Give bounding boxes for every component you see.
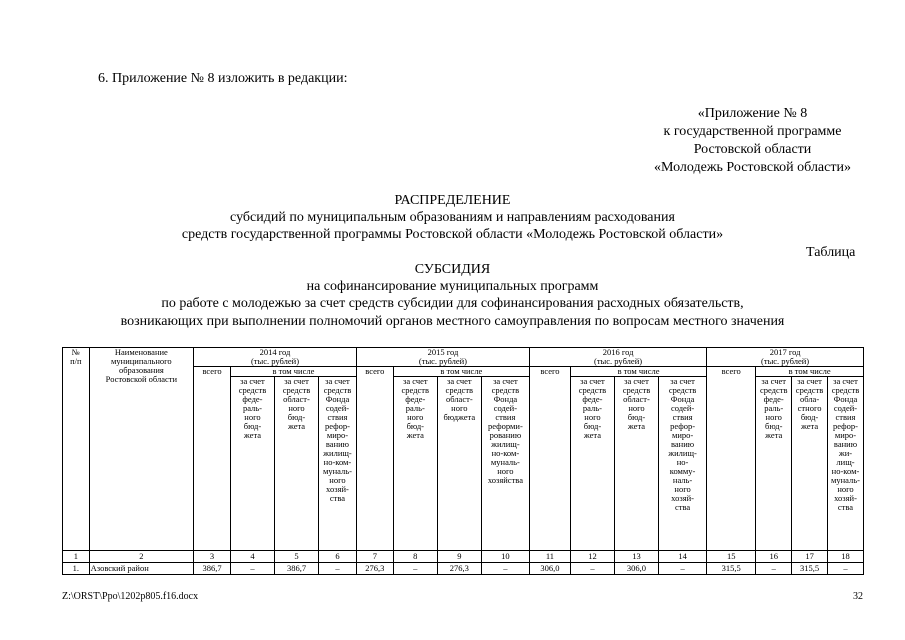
table-row [63, 563, 864, 575]
distribution-subtitle-2: средств государственной программы Ростовской области «Молодежь Ростовской области» [181, 227, 724, 242]
column-number: 1 [63, 551, 90, 563]
municipality-name: Азовский район [89, 563, 193, 575]
header-fund: за счет средств Фонда содей- ствия рефор- миро- ванию жилищ- но-ком- муналь- ного хозяй- ства [319, 377, 357, 551]
header-federal: за счет средств феде- раль- ного бюд- жета [756, 377, 792, 551]
column-number: 10 [481, 551, 529, 563]
header-federal: за счет средств феде- раль- ного бюд- жета [570, 377, 614, 551]
header-including: в том числе [230, 367, 356, 377]
header-municipality: Наименование муниципального образования Ростовской области [89, 348, 193, 551]
column-number: 5 [274, 551, 318, 563]
column-number: 16 [756, 551, 792, 563]
page-number: 32 [853, 591, 863, 602]
column-number: 6 [319, 551, 357, 563]
column-number: 14 [659, 551, 707, 563]
subsidy-table [62, 347, 864, 575]
distribution-subtitle-1: субсидий по муниципальным образованиям и направлениям расходования [230, 210, 675, 225]
value-cell: – [481, 563, 529, 575]
column-number: 11 [529, 551, 570, 563]
header-total: всего [529, 367, 570, 551]
column-number: 17 [792, 551, 828, 563]
appendix-line-4: «Молодежь Ростовской области» [654, 160, 851, 175]
value-cell: – [230, 563, 274, 575]
value-cell: 315,5 [707, 563, 756, 575]
header-including: в том числе [393, 367, 529, 377]
appendix-line-3: Ростовской области [693, 142, 812, 157]
header-fund: за счет средств Фонда содей- ствия рефор- миро- ванию жи- лищ- но-ком- муналь- ного хозяй- ства [827, 377, 863, 551]
distribution-title: РАСПРЕДЕЛЕНИЕ [394, 193, 511, 208]
column-number: 4 [230, 551, 274, 563]
value-cell: 386,7 [194, 563, 231, 575]
header-including: в том числе [756, 367, 864, 377]
header-year-2014: 2014 год (тыс. рублей) [194, 348, 357, 367]
table-header-row-1 [63, 348, 864, 367]
subsidy-heading-1: на софинансирование муниципальных программ [306, 279, 599, 294]
column-number-row [63, 551, 864, 563]
value-cell: 306,0 [529, 563, 570, 575]
value-cell: – [570, 563, 614, 575]
header-federal: за счет средств феде- раль- ного бюд- жета [230, 377, 274, 551]
header-federal: за счет средств феде- раль- ного бюд- жета [393, 377, 437, 551]
intro-text: 6. Приложение № 8 изложить в редакции: [98, 71, 348, 86]
column-number: 9 [437, 551, 481, 563]
value-cell: – [659, 563, 707, 575]
value-cell: 276,3 [437, 563, 481, 575]
table-label: Таблица [806, 245, 856, 260]
column-number: 18 [827, 551, 863, 563]
header-including: в том числе [570, 367, 706, 377]
header-fund: за счет средств Фонда содей- ствия рефор- миро- ванию жилищ- но- комму- наль- ного хозяй- ства [659, 377, 707, 551]
column-number: 13 [614, 551, 658, 563]
header-year-2016: 2016 год (тыс. рублей) [529, 348, 706, 367]
header-fund: за счет средств Фонда содей- ствия реформи- рованию жилищ- но-ком- муналь- ного хозяйства [481, 377, 529, 551]
appendix-line-2: к государственной программе [663, 124, 842, 139]
header-total: всего [356, 367, 393, 551]
column-number: 15 [707, 551, 756, 563]
header-num: № п/п [63, 348, 90, 551]
header-regional: за счет средств област- ного бюд- жета [274, 377, 318, 551]
value-cell: – [393, 563, 437, 575]
value-cell: 386,7 [274, 563, 318, 575]
appendix-line-1: «Приложение № 8 [697, 106, 808, 121]
header-total: всего [707, 367, 756, 551]
subsidy-heading: СУБСИДИЯ [414, 262, 491, 277]
value-cell: – [319, 563, 357, 575]
header-year-2015: 2015 год (тыс. рублей) [356, 348, 529, 367]
value-cell: 315,5 [792, 563, 828, 575]
value-cell: – [756, 563, 792, 575]
row-number: 1. [63, 563, 90, 575]
header-regional: за счет средств обла- стного бюд- жета [792, 377, 828, 551]
column-number: 3 [194, 551, 231, 563]
appendix-header [600, 105, 905, 177]
header-regional: за счет средств област- ного бюджета [437, 377, 481, 551]
header-total: всего [194, 367, 231, 551]
column-number: 8 [393, 551, 437, 563]
header-regional: за счет средств област- ного бюд- жета [614, 377, 658, 551]
header-year-2017: 2017 год (тыс. рублей) [707, 348, 864, 367]
column-number: 2 [89, 551, 193, 563]
value-cell: – [827, 563, 863, 575]
footer-file-path: Z:\ORST\Ppo\1202p805.f16.docx [62, 591, 199, 602]
value-cell: 276,3 [356, 563, 393, 575]
column-number: 7 [356, 551, 393, 563]
column-number: 12 [570, 551, 614, 563]
subsidy-heading-3: возникающих при выполнении полномочий органов местного самоуправления по вопросам местного значения [120, 314, 785, 329]
value-cell: 306,0 [614, 563, 658, 575]
subsidy-heading-2: по работе с молодежью за счет средств субсидии для софинансирования расходных обязательств, [161, 296, 744, 311]
